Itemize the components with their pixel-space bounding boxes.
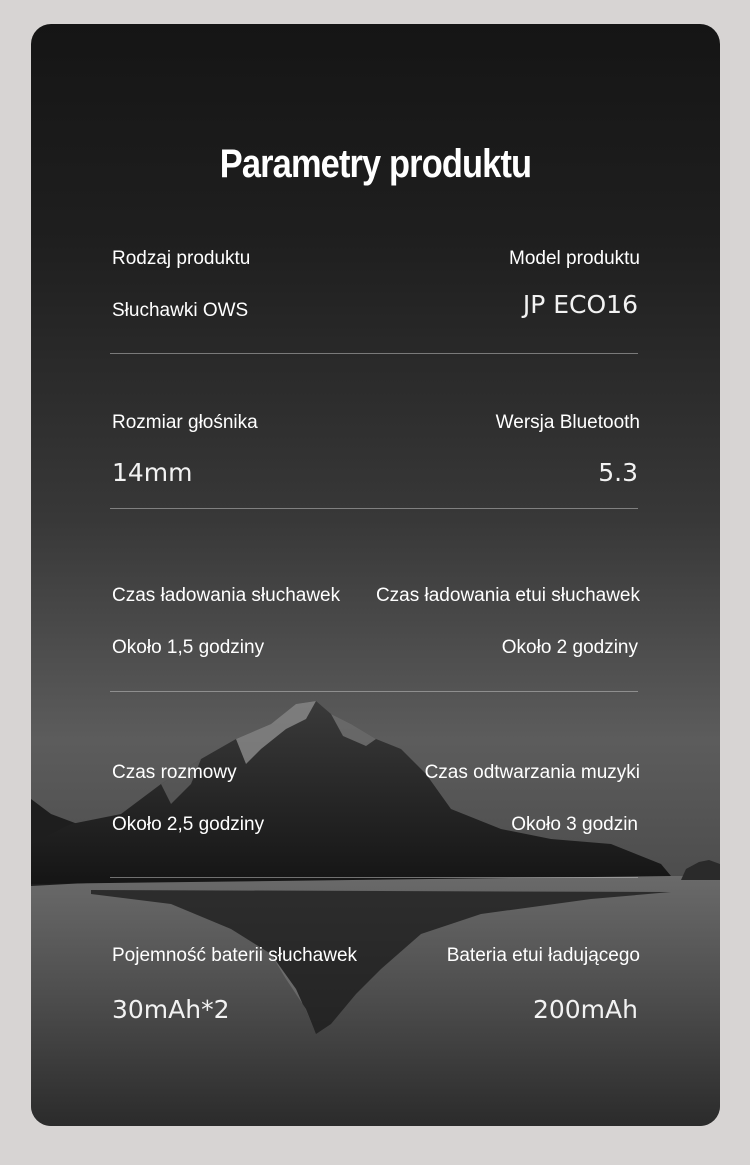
divider bbox=[110, 691, 638, 692]
spec-label: Czas ładowania słuchawek bbox=[112, 585, 341, 606]
spec-value: JP ECO16 bbox=[522, 290, 638, 319]
spec-value: 30mAh*2 bbox=[112, 995, 230, 1024]
spec-value: 200mAh bbox=[532, 995, 638, 1024]
spec-label: Czas odtwarzania muzyki bbox=[424, 762, 640, 783]
spec-value: Około 1,5 godziny bbox=[112, 637, 265, 658]
page-title: Parametry produktu bbox=[219, 142, 532, 186]
spec-label: Pojemność baterii słuchawek bbox=[112, 945, 358, 966]
spec-label: Model produktu bbox=[509, 248, 640, 269]
spec-label: Bateria etui ładującego bbox=[446, 945, 640, 966]
spec-value: Około 3 godzin bbox=[511, 814, 638, 835]
divider bbox=[110, 877, 638, 878]
spec-value: Około 2,5 godziny bbox=[112, 814, 265, 835]
spec-value: Około 2 godziny bbox=[501, 637, 638, 658]
spec-label: Wersja Bluetooth bbox=[495, 412, 640, 433]
spec-value: Słuchawki OWS bbox=[112, 300, 249, 321]
spec-card bbox=[31, 24, 720, 1126]
divider bbox=[110, 353, 638, 354]
divider bbox=[110, 508, 638, 509]
spec-label: Rodzaj produktu bbox=[112, 248, 251, 269]
spec-label: Rozmiar głośnika bbox=[112, 412, 258, 433]
spec-label: Czas ładowania etui słuchawek bbox=[375, 585, 640, 606]
spec-value: 14mm bbox=[112, 458, 193, 487]
spec-label: Czas rozmowy bbox=[112, 762, 237, 783]
spec-value: 5.3 bbox=[598, 458, 638, 487]
